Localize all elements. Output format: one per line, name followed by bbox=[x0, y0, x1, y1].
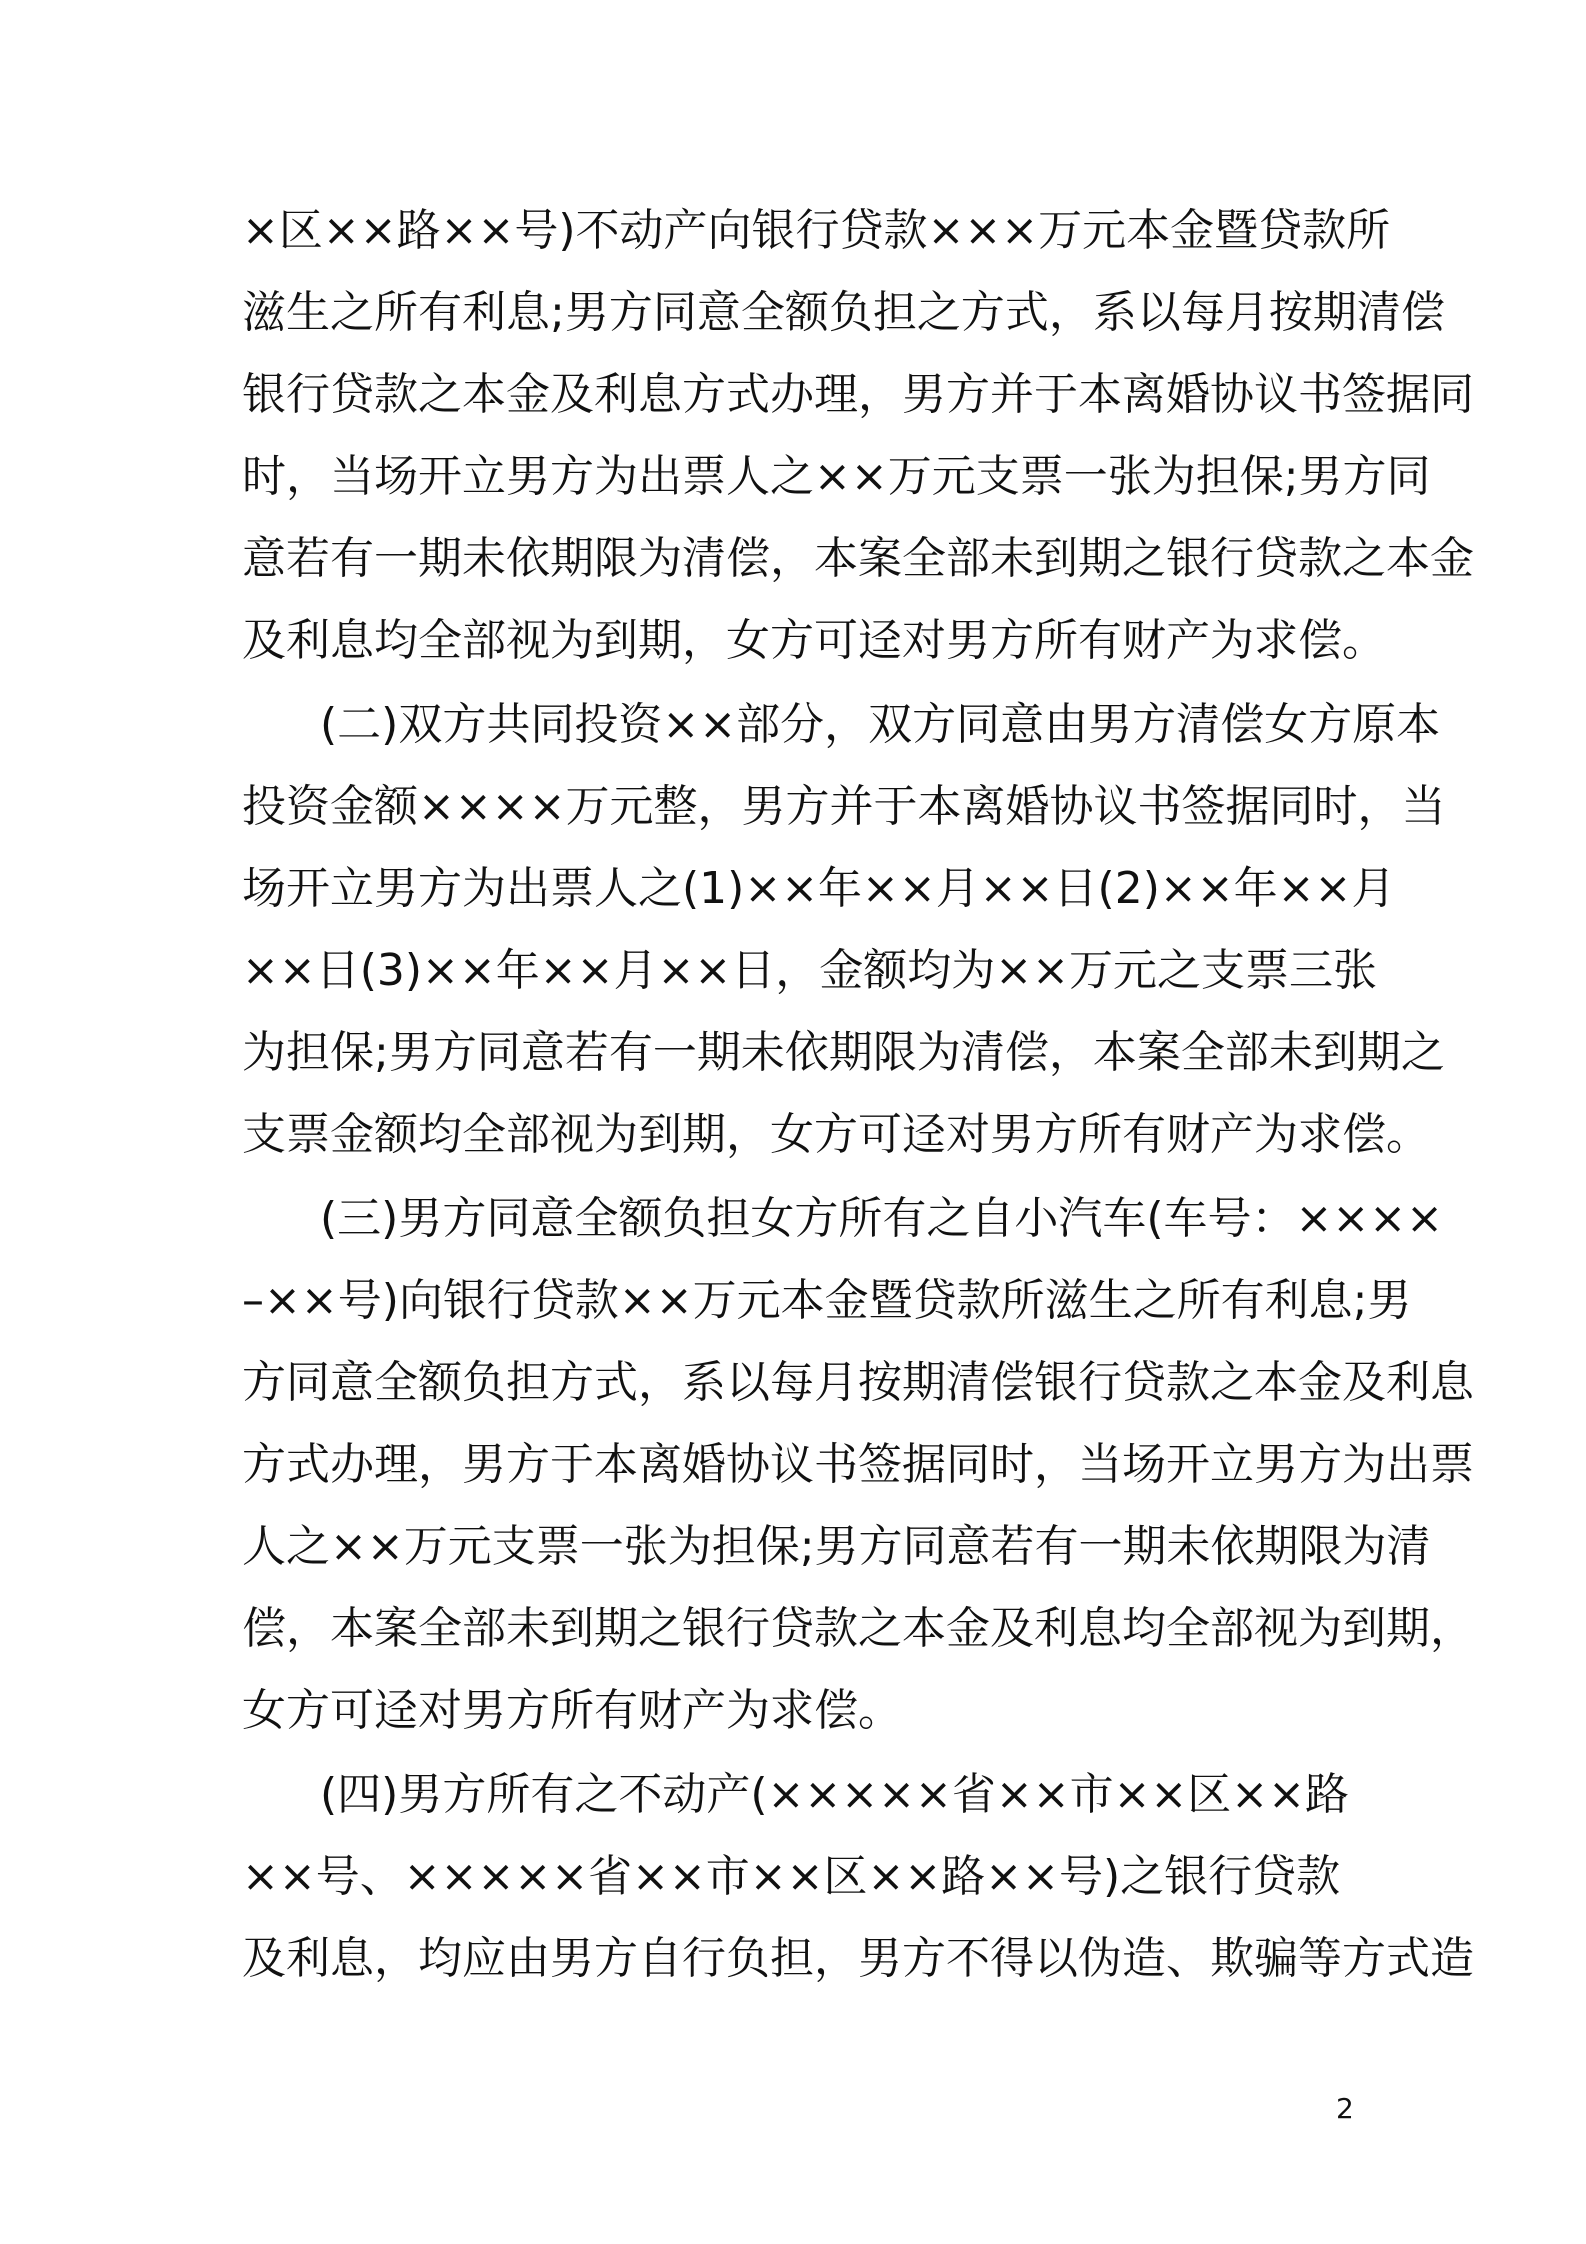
paragraph-start-line: (三)男方同意全额负担女方所有之自小汽车(车号：×××× bbox=[320, 1193, 1443, 1244]
text-line: ××号、×××××省××市××区××路××号)之银行贷款 bbox=[242, 1851, 1341, 1902]
paragraph-start-line: (二)双方共同投资××部分，双方同意由男方清偿女方原本 bbox=[320, 699, 1441, 750]
paragraph-start-line: (四)男方所有之不动产(×××××省××市××区××路 bbox=[320, 1769, 1350, 1820]
text-line: –××号)向银行贷款××万元本金暨贷款所滋生之所有利息;男 bbox=[242, 1275, 1412, 1326]
page-number: 2 bbox=[1336, 2092, 1354, 2125]
text-line: 时，当场开立男方为出票人之××万元支票一张为担保;男方同 bbox=[242, 451, 1431, 502]
text-line: 偿，本案全部未到期之银行贷款之本金及利息均全部视为到期， bbox=[242, 1603, 1474, 1654]
text-line: 场开立男方为出票人之(1)××年××月××日(2)××年××月 bbox=[242, 863, 1396, 914]
text-line: 银行贷款之本金及利息方式办理，男方并于本离婚协议书签据同 bbox=[242, 369, 1474, 420]
text-line: 女方可迳对男方所有财产为求偿。 bbox=[242, 1685, 902, 1736]
text-line: ×区××路××号)不动产向银行贷款×××万元本金暨贷款所 bbox=[242, 205, 1391, 256]
text-line: 意若有一期未依期限为清偿，本案全部未到期之银行贷款之本金 bbox=[242, 533, 1474, 584]
text-line: 为担保;男方同意若有一期未依期限为清偿，本案全部未到期之 bbox=[242, 1027, 1445, 1078]
text-line: 及利息均全部视为到期，女方可迳对男方所有财产为求偿。 bbox=[242, 615, 1386, 666]
text-line: 人之××万元支票一张为担保;男方同意若有一期未依期限为清 bbox=[242, 1521, 1431, 1572]
text-line: 方同意全额负担方式，系以每月按期清偿银行贷款之本金及利息 bbox=[242, 1357, 1474, 1408]
text-line: 滋生之所有利息;男方同意全额负担之方式，系以每月按期清偿 bbox=[242, 287, 1445, 338]
text-line: 方式办理，男方于本离婚协议书签据同时，当场开立男方为出票 bbox=[242, 1439, 1474, 1490]
text-line: ××日(3)××年××月××日，金额均为××万元之支票三张 bbox=[242, 945, 1377, 996]
text-line: 支票金额均全部视为到期，女方可迳对男方所有财产为求偿。 bbox=[242, 1109, 1430, 1160]
text-line: 及利息，均应由男方自行负担，男方不得以伪造、欺骗等方式造 bbox=[242, 1933, 1474, 1984]
text-line: 投资金额××××万元整，男方并于本离婚协议书签据同时，当 bbox=[242, 781, 1446, 832]
